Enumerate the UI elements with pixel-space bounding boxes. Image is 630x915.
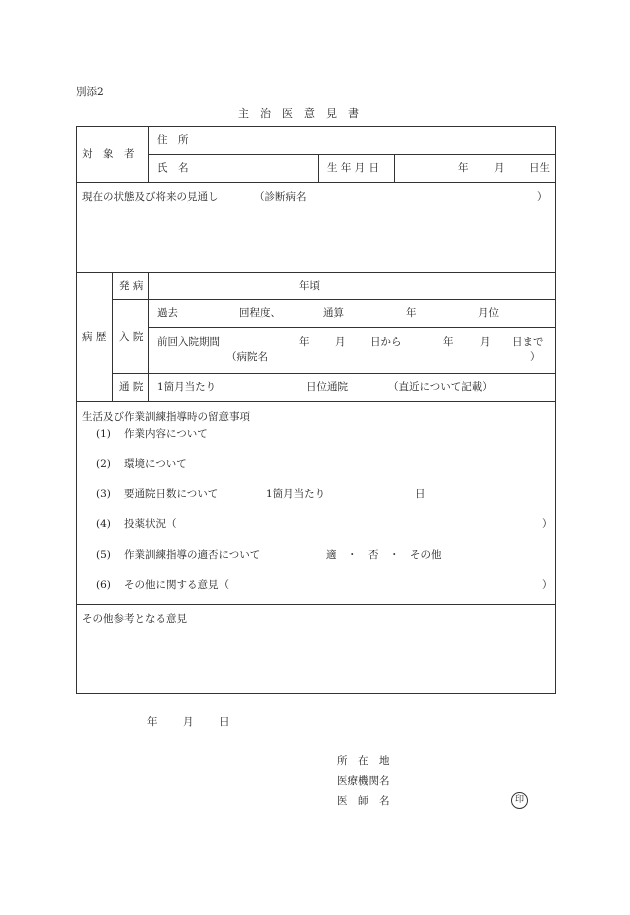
name-label: 氏 名	[157, 162, 189, 174]
onset-label: 発 病	[119, 280, 144, 292]
last-period-label: 前回入院期間	[157, 336, 220, 348]
note-number: (6)	[96, 579, 111, 591]
dob-day: 日生	[529, 162, 550, 174]
from-month: 月	[335, 336, 346, 348]
notes-heading: 生活及び作業訓練指導時の留意事項	[82, 411, 250, 423]
doctor-label: 医 師 名	[337, 795, 390, 807]
prognosis-label: 現在の状態及び将来の見通し	[82, 191, 219, 203]
row-line	[76, 401, 556, 402]
total-month: 月位	[478, 307, 499, 319]
note-visit-days: 要通院日数について	[124, 488, 219, 500]
note-number: (4)	[96, 518, 111, 530]
outpatient-label: 通 院	[119, 381, 144, 393]
note-suitability-options: 適 ・ 否 ・ その他	[326, 549, 442, 561]
footer-day: 日	[219, 716, 230, 728]
days-outpatient: 日位通院	[306, 381, 348, 393]
institution-label: 医療機関名	[337, 775, 390, 787]
hospitalization-label: 入 院	[119, 331, 144, 343]
column-line	[318, 154, 319, 182]
dob-year: 年	[458, 162, 469, 174]
note-training-suitability: 作業訓練指導の適否について	[124, 549, 261, 561]
note-medication: 投薬状況（	[124, 518, 177, 530]
column-line	[148, 126, 149, 182]
total-year: 年	[406, 307, 417, 319]
column-line	[112, 272, 113, 401]
row-line	[148, 154, 556, 155]
to-month: 月	[480, 336, 491, 348]
other-opinion-label: その他参考となる意見	[82, 613, 187, 625]
row-line	[148, 327, 556, 328]
total-label: 通算	[323, 307, 344, 319]
footer-year: 年	[147, 716, 158, 728]
note-number: (2)	[96, 458, 111, 470]
onset-year: 年頃	[299, 280, 320, 292]
per-month-label: 1箇月当たり	[157, 381, 217, 393]
note-per-month: 1箇月当たり	[266, 488, 326, 500]
row-line	[112, 373, 556, 374]
note-number: (5)	[96, 549, 111, 561]
seal-icon: 印	[511, 792, 528, 809]
note-number: (3)	[96, 488, 111, 500]
hospital-name-open: （病院名	[226, 351, 268, 363]
from-day: 日から	[370, 336, 402, 348]
form-table	[76, 126, 556, 694]
to-day: 日まで	[512, 336, 544, 348]
location-label: 所 在 地	[337, 755, 390, 767]
note-environment: 環境について	[124, 458, 187, 470]
note-medication-close: ）	[542, 518, 553, 530]
note-work-content: 作業内容について	[124, 428, 208, 440]
past-label: 過去	[157, 307, 178, 319]
subject-label: 対 象 者	[82, 148, 135, 160]
column-line	[394, 154, 395, 182]
history-label: 病 歴	[82, 331, 107, 343]
to-year: 年	[443, 336, 454, 348]
times-label: 回程度、	[239, 307, 281, 319]
diagnosis-open: （診断病名	[254, 191, 307, 203]
dob-label: 生 年 月 日	[327, 162, 380, 174]
hospital-name-close: ）	[530, 351, 541, 363]
note-number: (1)	[96, 428, 111, 440]
from-year: 年	[299, 336, 310, 348]
diagnosis-close: ）	[537, 191, 548, 203]
row-line	[76, 604, 556, 605]
column-line	[148, 272, 149, 401]
recent-note: （直近について記載）	[388, 381, 493, 393]
dob-month: 月	[494, 162, 505, 174]
row-line	[76, 182, 556, 183]
document-title: 主 治 医 意 見 書	[238, 107, 359, 120]
address-label: 住 所	[157, 134, 189, 146]
note-other-close: ）	[542, 579, 553, 591]
note-day-unit: 日	[415, 488, 426, 500]
note-other-opinion: その他に関する意見（	[124, 579, 229, 591]
footer-month: 月	[183, 716, 194, 728]
row-line	[112, 299, 556, 300]
attachment-label: 別添2	[76, 86, 104, 98]
